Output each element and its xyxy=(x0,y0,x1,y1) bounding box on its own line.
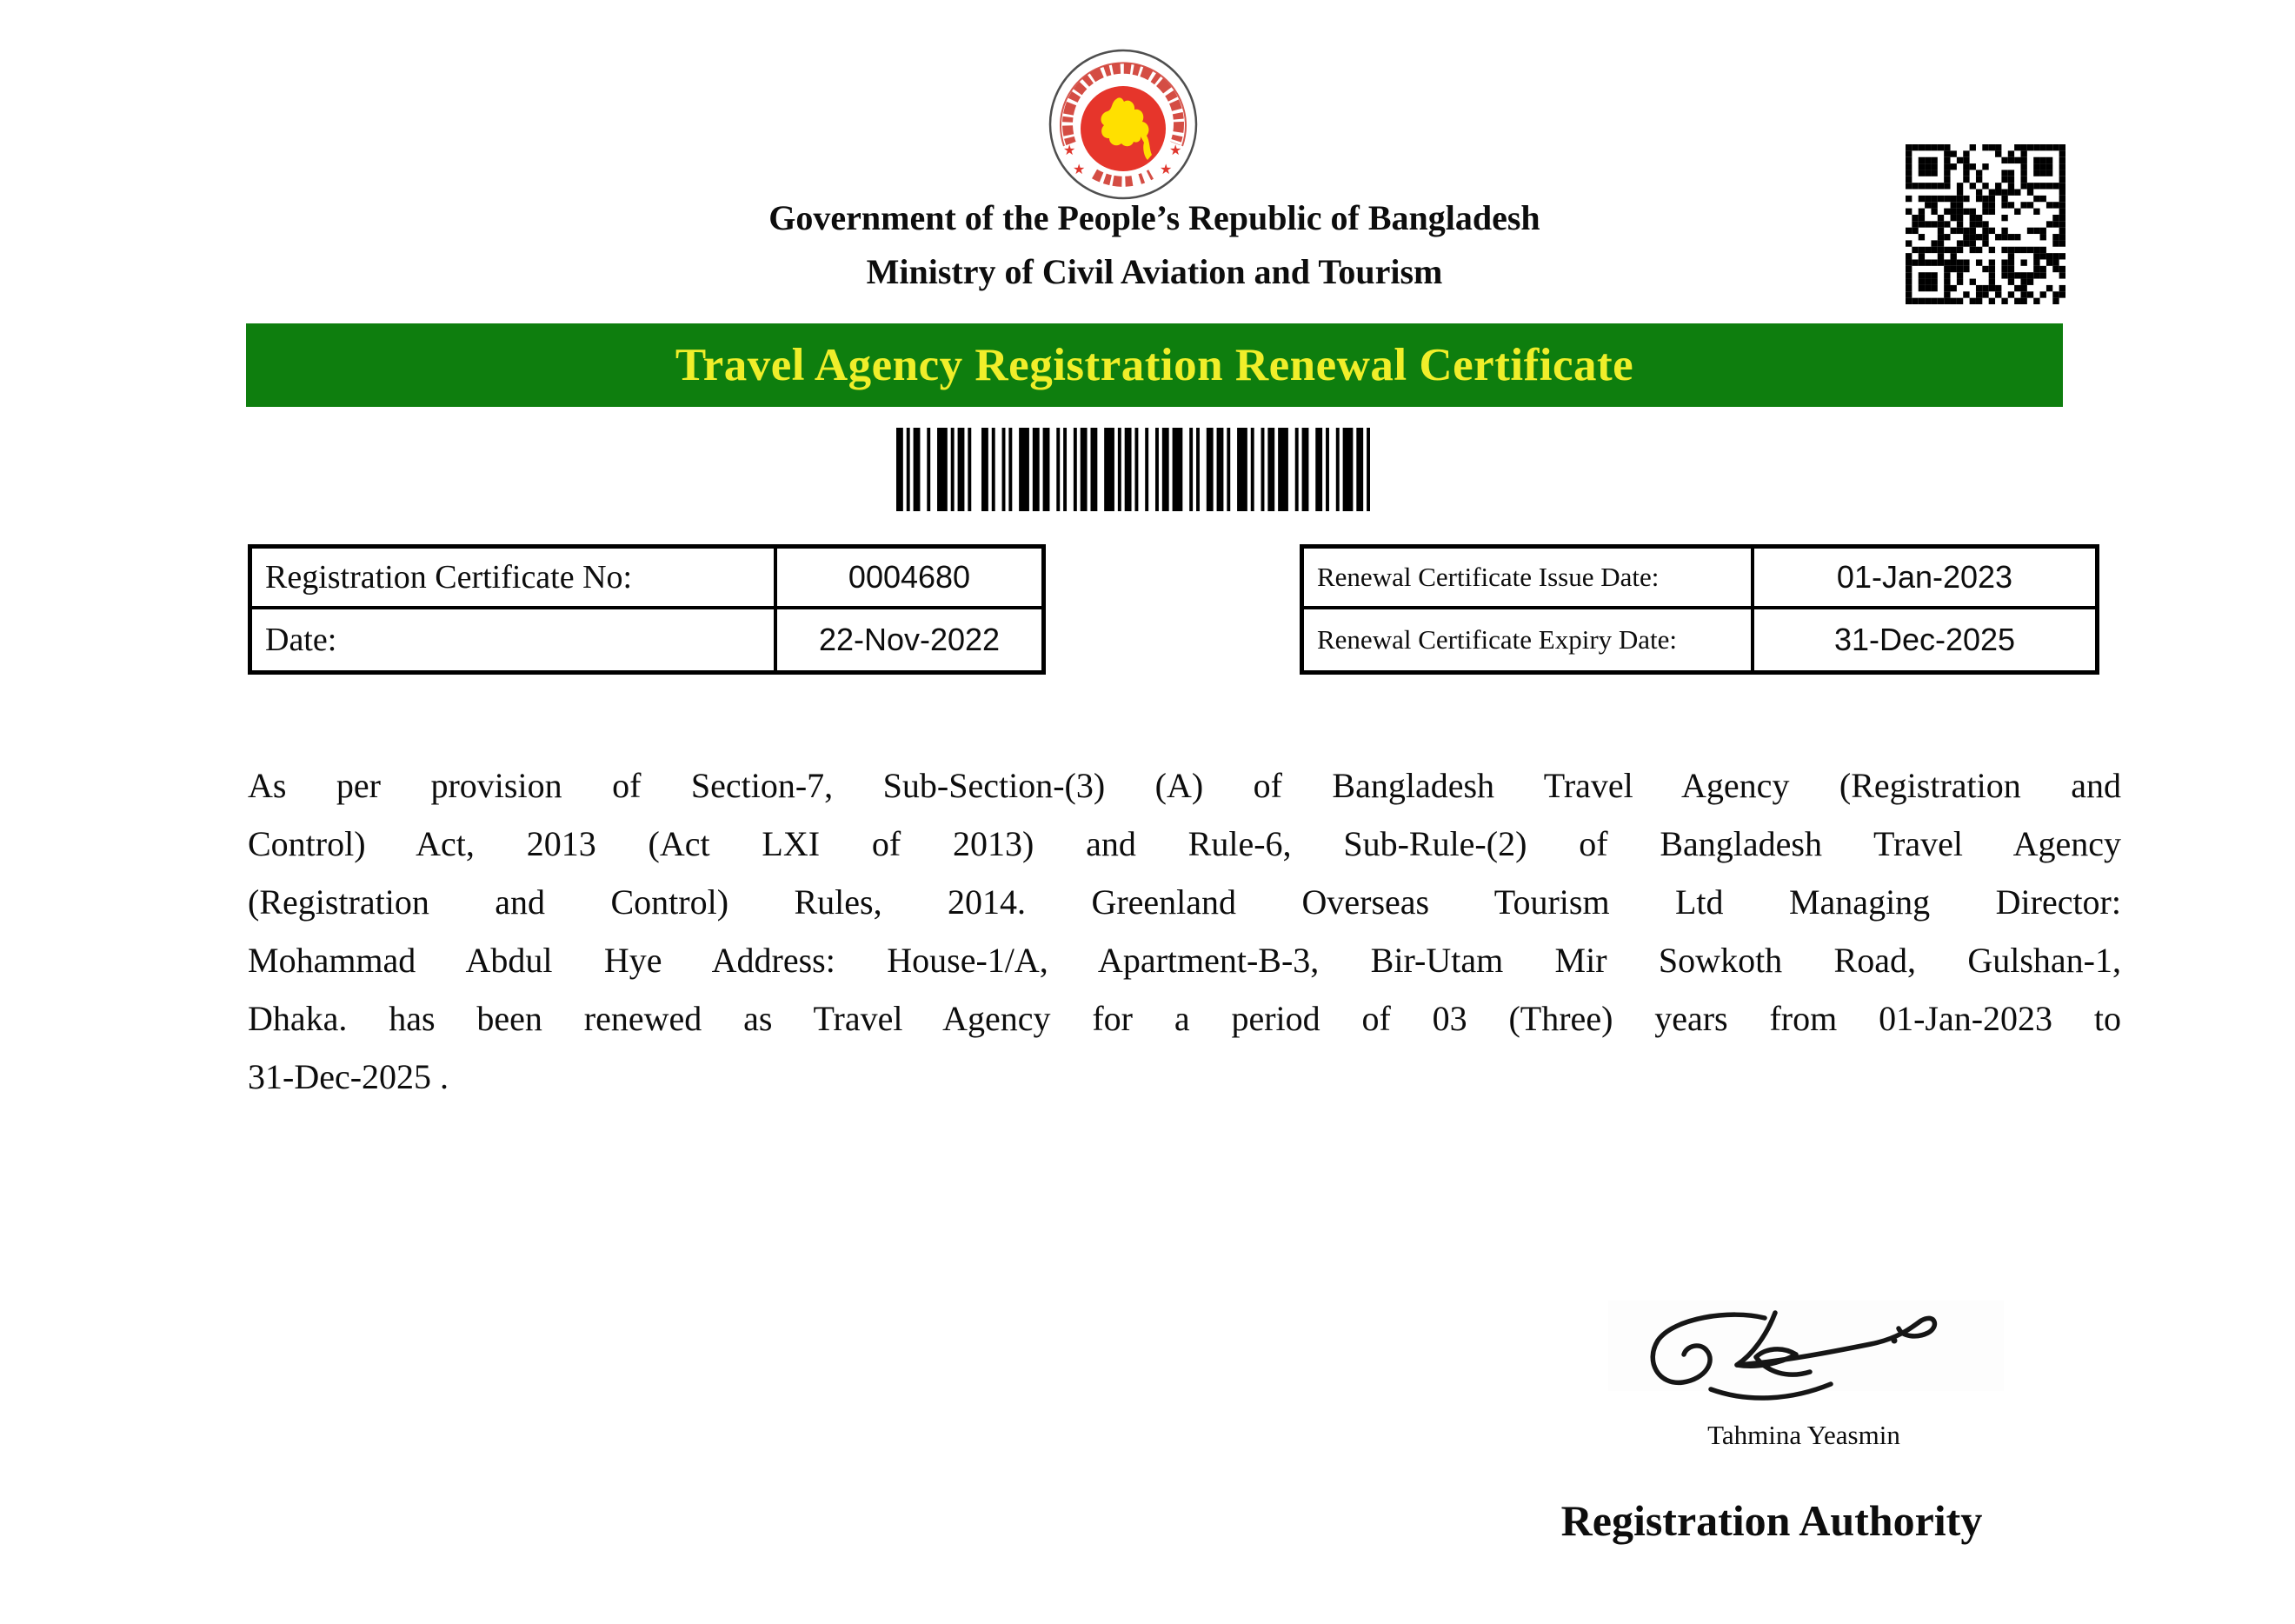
bangladesh-government-emblem xyxy=(1048,49,1198,200)
qr-code-icon xyxy=(1906,144,2066,304)
registration-date-label: Date: xyxy=(252,609,777,670)
body-line: Dhaka. has been renewed as Travel Agency for a period of 03 (Three) years from 01-Jan-2023 to xyxy=(248,999,2121,1038)
star-icon: ★ xyxy=(1063,143,1076,158)
registration-authority-title: Registration Authority xyxy=(1560,1496,1983,1545)
star-icon: ★ xyxy=(1073,163,1086,177)
table-row xyxy=(252,549,1041,609)
emblem-seal-icon xyxy=(1048,49,1198,200)
renewal-table xyxy=(1300,544,2099,675)
certificate-title: Travel Agency Registration Renewal Certificate xyxy=(675,340,1634,390)
body-line: (Registration and Control) Rules, 2014. Greenland Overseas Tourism Ltd Managing Director: xyxy=(248,882,2121,922)
renewal-issue-date-value: 01-Jan-2023 xyxy=(1836,559,2013,595)
body-line: 31-Dec-2025 . xyxy=(248,1057,449,1096)
table-row xyxy=(252,609,1041,670)
signature-icon xyxy=(1634,1302,1943,1414)
renewal-issue-date-label: Renewal Certificate Issue Date: xyxy=(1304,549,1754,606)
registration-table xyxy=(248,544,1046,675)
body-line: Mohammad Abdul Hye Address: House-1/A, Apartment-B-3, Bir-Utam Mir Sowkoth Road, Gulshan-1, xyxy=(248,941,2121,980)
star-icon: ★ xyxy=(1160,163,1173,177)
renewal-expiry-date-value: 31-Dec-2025 xyxy=(1833,622,2016,657)
barcode-icon xyxy=(896,428,1370,511)
signatory-name: Tahmina Yeasmin xyxy=(1707,1420,1900,1450)
certificate-title-banner xyxy=(246,323,2063,407)
star-icon: ★ xyxy=(1169,143,1182,158)
body-line: Control) Act, 2013 (Act LXI of 2013) and Rule-6, Sub-Rule-(2) of Bangladesh Travel Agency xyxy=(248,824,2121,863)
ministry-title: Ministry of Civil Aviation and Tourism xyxy=(866,252,1443,291)
government-title: Government of the People’s Republic of Bangladesh xyxy=(768,198,1540,237)
registration-no-value: 0004680 xyxy=(848,559,971,595)
registration-date-value: 22-Nov-2022 xyxy=(818,622,1001,657)
certificate-body xyxy=(248,756,2121,1106)
table-row xyxy=(1304,549,2095,609)
registration-no-label: Registration Certificate No: xyxy=(252,549,777,606)
renewal-expiry-date-label: Renewal Certificate Expiry Date: xyxy=(1304,609,1754,670)
table-row xyxy=(1304,609,2095,670)
body-line: As per provision of Section-7, Sub-Section-(3) (A) of Bangladesh Travel Agency (Registration and xyxy=(248,766,2121,805)
